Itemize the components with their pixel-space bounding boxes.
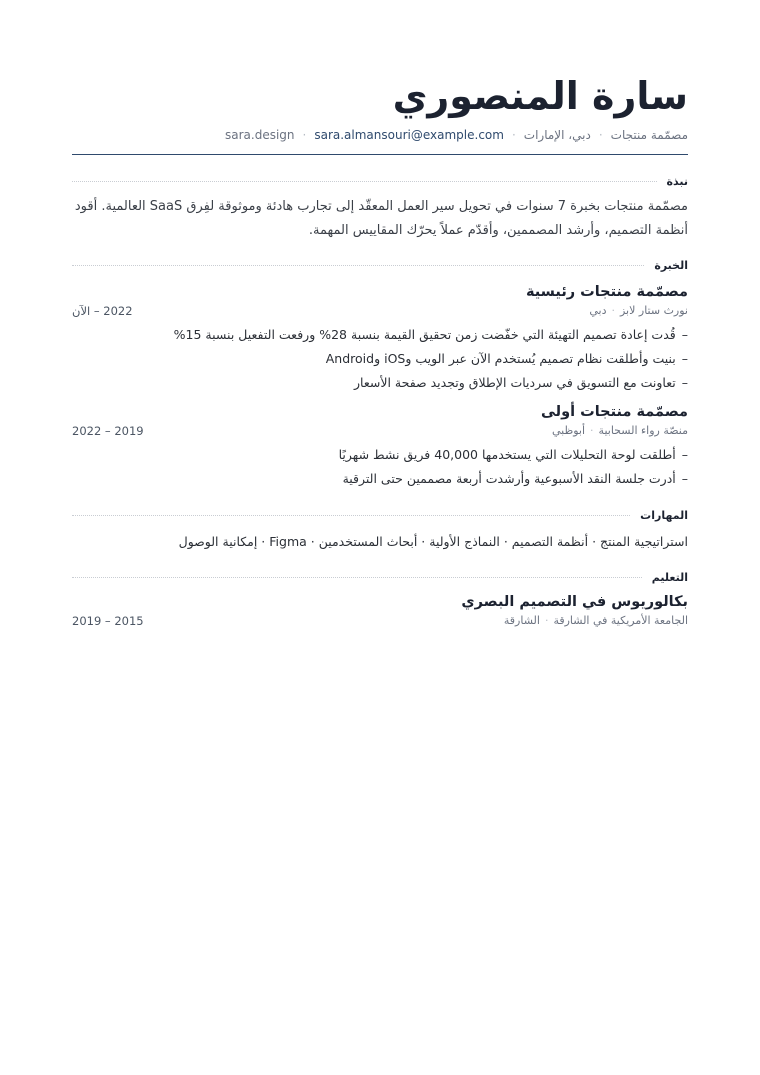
bullet-text: تعاونت مع التسويق في سرديات الإطلاق وتجديد صفحة الأسعار — [354, 375, 676, 390]
job-org — [589, 303, 688, 319]
separator-dot: · — [544, 614, 549, 627]
bullet-text: قُدت إعادة تصميم التهيئة التي خفّضت زمن تحقيق القيمة بنسبة 28% ورفعت التفعيل بنسبة 15% — [173, 327, 676, 342]
education-org — [504, 613, 688, 629]
role-text: مصمّمة منتجات — [610, 128, 688, 142]
list-item — [72, 323, 688, 347]
section-header-skills — [72, 507, 688, 523]
list-item — [72, 467, 688, 491]
list-item — [72, 347, 688, 371]
job-title: مصمّمة منتجات رئيسية — [525, 284, 688, 300]
header-divider — [72, 154, 688, 155]
job-meta — [72, 423, 688, 439]
job-entry — [72, 401, 688, 491]
school-name: الجامعة الأمريكية في الشارقة — [553, 614, 688, 627]
job-title: مصمّمة منتجات أولى — [541, 404, 688, 420]
education-entry — [72, 591, 688, 629]
separator-dot: · — [598, 128, 603, 142]
bullet-marker: – — [681, 351, 688, 366]
education-meta — [72, 613, 688, 629]
bullet-marker: – — [681, 471, 688, 486]
separator-dot: · — [590, 424, 594, 437]
list-item — [72, 371, 688, 395]
section-header-experience — [72, 257, 688, 273]
separator-dot: · — [511, 128, 516, 142]
section-header-summary — [72, 173, 688, 189]
bullet-text: أدرت جلسة النقد الأسبوعية وأرشدت أربعة مصممين حتى الترقية — [342, 471, 676, 486]
separator-dot: · — [302, 128, 307, 142]
section-label: التعليم — [651, 570, 688, 584]
job-bullets — [72, 323, 688, 395]
company-name: نورث ستار لابز — [619, 304, 688, 317]
bullet-text: بنيت وأطلقت نظام تصميم يُستخدم الآن عبر الويب وiOS وAndroid — [325, 351, 676, 366]
skills-text: استراتيجية المنتج · أنظمة التصميم · النماذج الأولية · أبحاث المستخدمين · Figma · إمكانية الوصول — [178, 534, 688, 549]
summary-text: مصمّمة منتجات بخبرة 7 سنوات في تحويل سير العمل المعقّد إلى تجارب هادئة وموثوقة لفِرق SaaS العالمية. أقود أنظمة التصميم، وأرشد المصممين، وأقدّم عملاً يحرّك المقاييس المهمة. — [74, 199, 688, 238]
bullet-marker: – — [681, 447, 688, 462]
company-city: دبي — [589, 304, 607, 317]
job-entry — [72, 281, 688, 395]
job-dates: 2022 – الآن — [72, 304, 133, 318]
section-label: المهارات — [640, 508, 688, 522]
location-text: دبي، الإمارات — [523, 128, 591, 142]
education-dates: 2015 – 2019 — [72, 614, 144, 628]
section-header-education — [72, 569, 688, 585]
section-divider — [72, 265, 644, 266]
section-divider — [72, 181, 657, 182]
candidate-name: سارة المنصوري — [392, 74, 688, 118]
company-name: منصّة رواء السحابية — [598, 424, 688, 437]
degree-title: بكالوريوس في التصميم البصري — [461, 594, 688, 610]
job-dates: 2019 – 2022 — [72, 424, 144, 438]
bullet-marker: – — [681, 375, 688, 390]
job-bullets — [72, 443, 688, 491]
list-item — [72, 443, 688, 467]
separator-dot: · — [611, 304, 615, 317]
section-divider — [72, 577, 642, 578]
website-link[interactable]: sara.design — [225, 128, 295, 142]
job-meta — [72, 303, 688, 319]
section-label: نبذة — [666, 174, 688, 188]
job-org — [552, 423, 688, 439]
bullet-text: أطلقت لوحة التحليلات التي يستخدمها 40,000 فريق نشط شهريًا — [338, 447, 676, 462]
section-label: الخبرة — [654, 258, 688, 272]
school-city: الشارقة — [503, 614, 540, 627]
bullet-marker: – — [681, 327, 688, 342]
contact-line — [72, 126, 688, 144]
section-divider — [72, 515, 630, 516]
company-city: أبوظبي — [552, 424, 586, 437]
email-link[interactable]: sara.almansouri@example.com — [314, 128, 504, 142]
